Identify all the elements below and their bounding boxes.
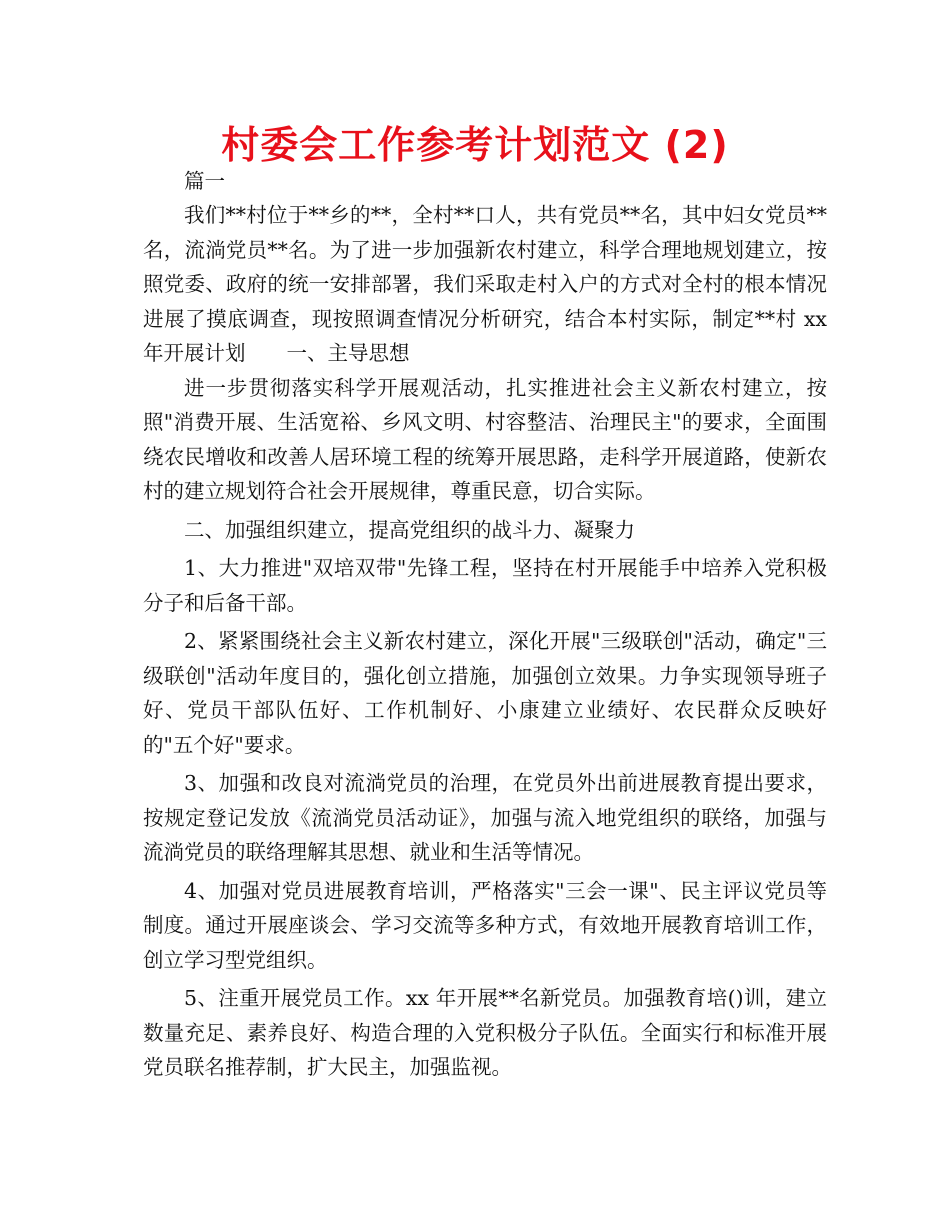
paragraph-item-4: 4、加强对党员进展教育培训，严格落实"三会一课"、民主评议党员等制度。通过开展座谈会、学习交流等多种方式，有效地开展教育培训工作，创立学习型党组织。 bbox=[143, 878, 827, 972]
paragraph-item-3: 3、加强和改良对流淌党员的治理，在党员外出前进展教育提出要求，按规定登记发放《流淌党员活动证》，加强与流入地党组织的联络，加强与流淌党员的联络理解其思想、就业和生活等情况。 bbox=[143, 771, 827, 864]
paragraph-item-5: 5、注重开展党员工作。xx 年开展**名新党员。加强教育培()训，建立数量充足、素养良好、构造合理的入党积极分子队伍。全面实行和标准开展党员联名推荐制，扩大民主，加强监视。 bbox=[143, 986, 827, 1079]
paragraph-item-2: 2、紧紧围绕社会主义新农村建立，深化开展"三级联创"活动，确定"三级联创"活动年度目的，强化创立措施，加强创立效果。力争实现领导班子好、党员干部队伍好、工作机制好、小康建立业绩好、农民群众反映好的"五个好"要求。 bbox=[143, 629, 827, 757]
paragraph-guiding-thought: 进一步贯彻落实科学开展观活动，扎实推进社会主义新农村建立，按照"消费开展、生活宽裕、乡风文明、村容整洁、治理民主"的要求，全面围绕农民增收和改善人居环境工程的统筹开展思路，走科学开展道路，使新农村的建立规划符合社会开展规律，尊重民意，切合实际。 bbox=[143, 375, 827, 503]
document-title: 村委会工作参考计划范文 (2) bbox=[221, 123, 729, 167]
section-label: 篇一 bbox=[184, 169, 225, 193]
paragraph-intro: 我们**村位于**乡的**，全村**口人，共有党员**名，其中妇女党员**名，流淌党员**名。为了进一步加强新农村建立，科学合理地规划建立，按照党委、政府的统一安排部署，我们采取走村入户的方式对全村的根本情况进展了摸底调查，现按照调查情况分析研究，结合本村实际，制定**村 xx 年开展计划 一、主导思想 bbox=[143, 203, 827, 365]
section-heading-organization: 二、加强组织建立，提高党组织的战斗力、凝聚力 bbox=[184, 517, 635, 542]
paragraph-item-1: 1、大力推进"双培双带"先锋工程，坚持在村开展能手中培养入党积极分子和后备干部。 bbox=[143, 556, 827, 615]
document-body bbox=[143, 164, 827, 1085]
